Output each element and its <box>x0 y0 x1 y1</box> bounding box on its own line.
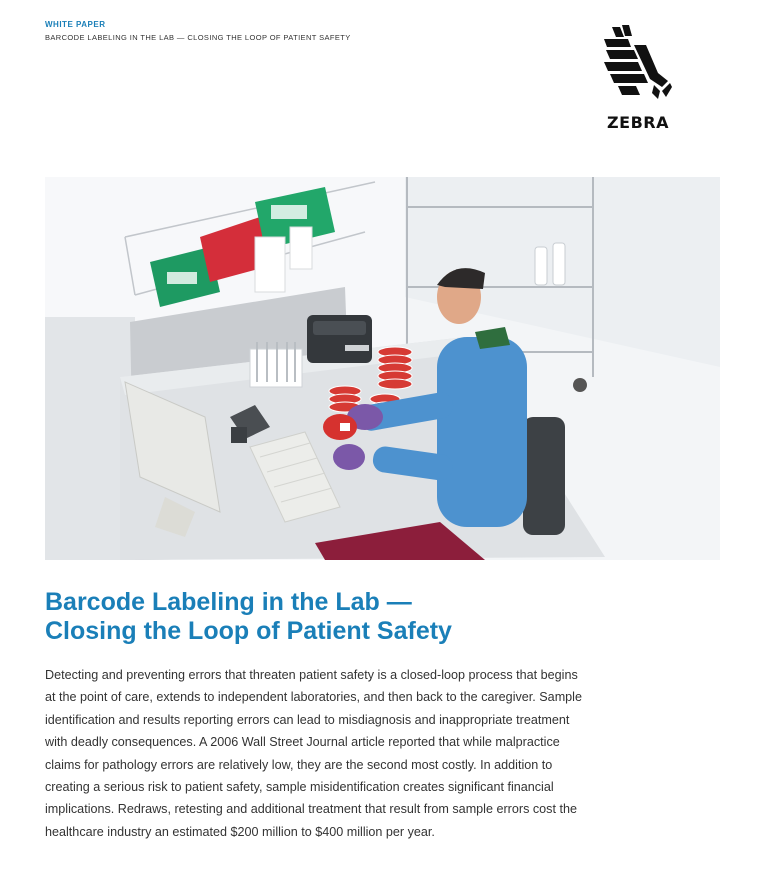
hero-photo <box>45 177 720 560</box>
article-title-line-1: Barcode Labeling in the Lab — <box>45 588 412 616</box>
document-type-label: WHITE PAPER <box>45 20 106 29</box>
zebra-wordmark: ZEBRA <box>607 113 669 132</box>
article-title <box>45 588 685 646</box>
article-body: Detecting and preventing errors that threaten patient safety is a closed-loop process that begins at the point of care, extends to independent laboratories, and then back to the caregiver. Sample identification and results reporting errors can lead to misdiagnosis and inappropriate treatment with deadly consequences. A 2006 Wall Street Journal article reported that while malpractice claims for pathology errors are relatively low, they are the second most costly. In addition to creating a serious risk to patient safety, sample misidentification creates significant financial implications. Redraws, retesting and additional treatment that result from sample errors cost the healthcare industry an estimated $200 million to $400 million per year. <box>45 668 582 839</box>
zebra-head-icon <box>598 25 678 110</box>
article-title-line-2: Closing the Loop of Patient Safety <box>45 617 452 645</box>
zebra-logo <box>598 25 678 135</box>
document-subtitle: BARCODE LABELING IN THE LAB — CLOSING THE LOOP OF PATIENT SAFETY <box>45 33 351 42</box>
lab-worker-photo <box>45 177 720 560</box>
